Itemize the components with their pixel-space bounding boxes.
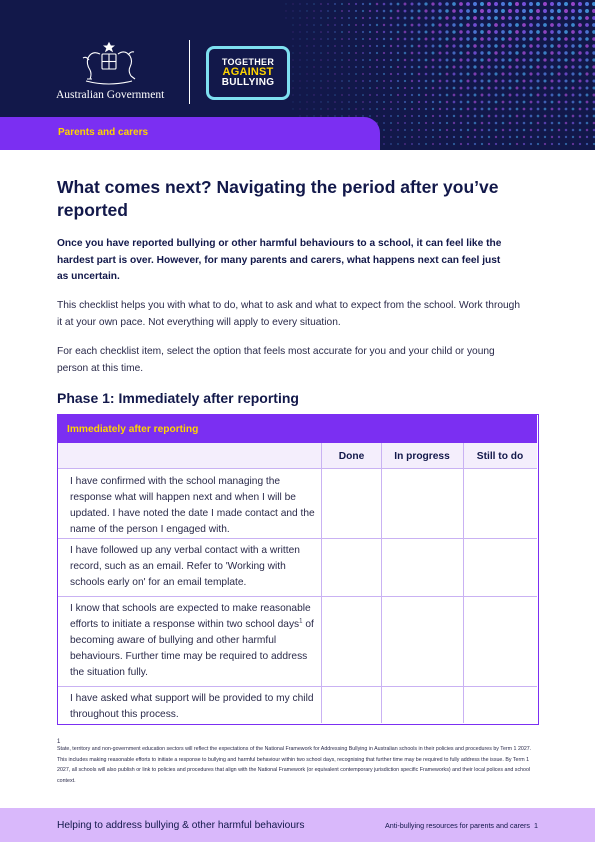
done-option-cell[interactable] [322,597,381,686]
intro-paragraph: Once you have reported bullying or other harmful behaviours to a school, it can feel like the hardest part is over. However, for many parents and carers, what happens next can feel just as uncertain. [57,238,502,282]
page-title: What comes next? Navigating the period after you’ve reported [57,177,499,220]
phase-heading: Phase 1: Immediately after reporting [57,390,299,406]
done-option-cell[interactable] [322,687,381,723]
column-header-still-to-do: Still to do [476,451,524,462]
logo-line-1: TOGETHER [221,57,275,67]
still-to-do-option-cell[interactable] [464,539,537,596]
body-paragraph-1: This checklist helps you with what to do, what to ask and what to expect from the school. Work through it at your own pace. Not everything will apply to every situation. [57,300,521,328]
page-footer [0,808,595,842]
footnote-number: 1 [57,739,61,745]
checklist-table [57,414,539,725]
body-paragraph-2: For each checklist item, select the option that feels most accurate for you and your child or young person at this time. [57,346,495,374]
checklist-row [58,687,537,723]
checklist-row [58,470,537,539]
footnote-text: State, territory and non-government education sectors will reflect the expectations of the National Framework for Addressing Bullying in Australian schools in their policies and procedures by Term 1 2027. This includes making reasonable efforts to initiate a response to bullying and harmful behaviour within two school days, recognising that further time may be required to fully address the issue. By Term 1 2027, all schools will also publish or link to policies and procedures that align with the National Framework (or equivalent contemporary jurisdiction specific Frameworks) and their local polices and school context. [57,746,532,784]
still-to-do-option-cell[interactable] [464,470,537,538]
in-progress-option-cell[interactable] [382,539,463,596]
section-bar [0,117,380,150]
government-logo [56,40,176,104]
checklist-table-title: Immediately after reporting [67,424,199,435]
page-number: 1 [534,821,538,830]
checklist-item-text-part: I know that schools are expected to make reasonable efforts to initiate a response within two school days [70,603,311,630]
logo-line-2: AGAINST [222,66,274,78]
checklist-item-text: I have followed up any verbal contact with a written record, such as an email. Refer to 'Working with schools early on' for an email template. [70,545,300,588]
checklist-row [58,539,537,597]
column-header-done: Done [338,451,365,462]
done-option-cell[interactable] [322,539,381,596]
checklist-row [58,597,537,687]
together-against-bullying-logo [206,46,290,100]
checklist-item-text: I have confirmed with the school managing the response what will happen next and when I will be updated. I have noted the date I made contact and the name of the person I engaged with. [70,476,315,535]
checklist-item-text [70,601,322,681]
section-label: Parents and carers [58,127,149,138]
done-option-cell[interactable] [322,470,381,538]
checklist-table-header [58,415,537,443]
footer-resource-title [385,821,538,830]
logo-divider [189,40,190,104]
government-name: Australian Government [56,89,165,101]
in-progress-option-cell[interactable] [382,687,463,723]
still-to-do-option-cell[interactable] [464,687,537,723]
logo-line-3: BULLYING [221,77,275,88]
still-to-do-option-cell[interactable] [464,597,537,686]
checklist-item-text: I have asked what support will be provided to my child throughout this process. [70,693,314,720]
column-header-in-progress: In progress [394,451,450,462]
in-progress-option-cell[interactable] [382,470,463,538]
column-header-row [58,443,537,469]
footnote-reference: 1 [299,618,303,625]
footer-tagline: Helping to address bullying & other harmful behaviours [57,820,305,831]
footer-resource-label: Anti-bullying resources for parents and carers [384,821,530,830]
checklist-item-text-part: of becoming aware of bullying and other harmful behaviours. Further time may be required to address the situation fully. [70,619,314,678]
in-progress-option-cell[interactable] [382,597,463,686]
coat-of-arms-icon [78,40,140,86]
